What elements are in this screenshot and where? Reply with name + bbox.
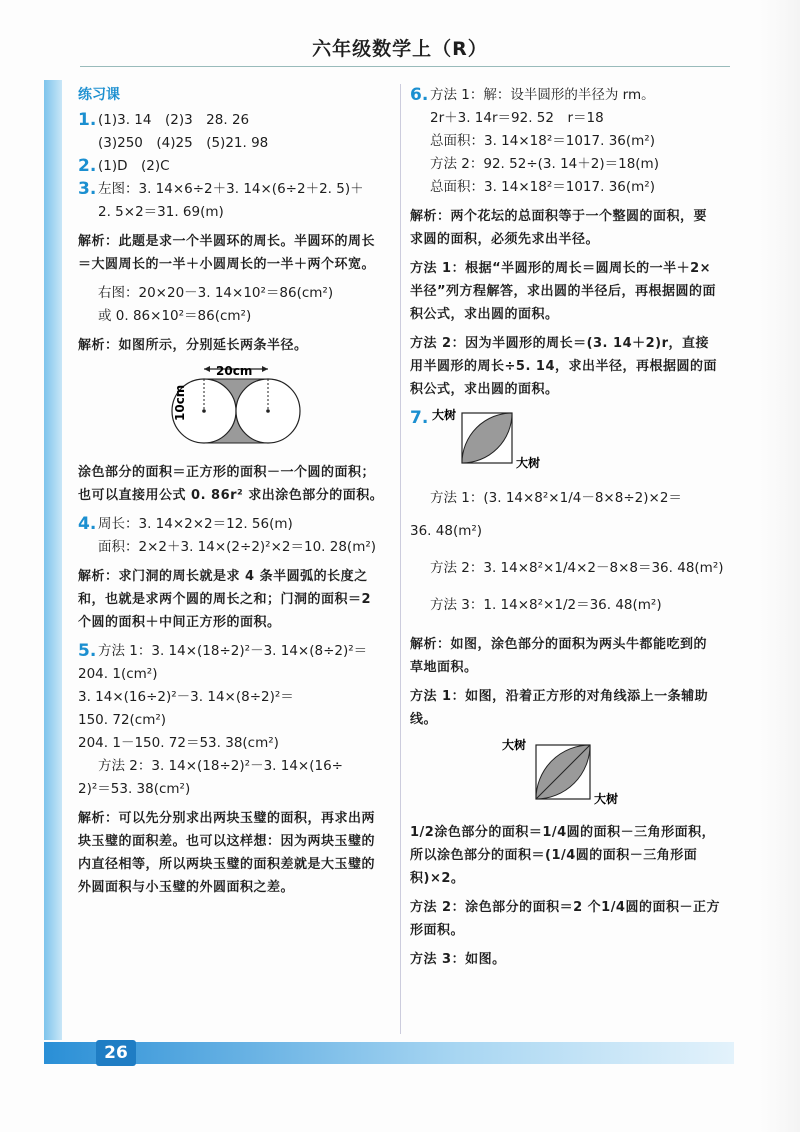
question-1 <box>78 109 388 155</box>
leaf-figure-2 <box>410 737 720 815</box>
analysis-text: 方法 1：如图，沿着正方形的对角线添上一条辅助线。 <box>410 689 709 727</box>
question-number: 2. <box>78 156 97 176</box>
question-6 <box>410 84 720 199</box>
leaf-figure-1 <box>430 407 570 469</box>
analysis-text: 方法 1：根据“半圆形的周长＝圆周长的一半＋2×半径”列方程解答，求出圆的半径后，再根据圆的面积公式，求出圆的面积。 <box>410 261 717 322</box>
answer-line: 204. 1－150. 72＝53. 38(cm²) <box>78 735 279 751</box>
analysis-text: 解析：求门洞的周长就是求 4 条半圆弧的长度之和，也就是求两个圆的周长之和；门洞的面积＝2 个圆的面积＋中间正方形的面积。 <box>78 569 372 630</box>
footer-bar <box>44 1042 734 1064</box>
answer-line: 方法 2：3. 14×8²×1/4×2－8×8＝36. 48(m²) <box>430 560 724 576</box>
page-title: 六年级数学上（R） <box>312 38 488 60</box>
answer-line: 左图：3. 14×6÷2＋3. 14×(6÷2＋2. 5)＋ <box>98 181 364 197</box>
answer-line: (1)D (2)C <box>98 158 170 174</box>
analysis-text: 1/2涂色部分的面积＝1/4圆的面积－三角形面积，所以涂色部分的面积＝(1/4圆的面积－三角形面积)×2。 <box>410 825 716 886</box>
analysis-text: 方法 2：涂色部分的面积＝2 个1/4圆的面积－正方形面积。 <box>410 900 720 938</box>
analysis-text: 解析：可以先分别求出两块玉璧的面积，再求出两块玉璧的面积差。也可以这样想：因为两块玉璧的内直径相等，所以两块玉璧的面积差就是大玉璧的外圆面积与小玉璧的外圆面积之差。 <box>78 811 376 895</box>
answer-line: 右图：20×20－3. 14×10²＝86(cm²) <box>98 285 334 301</box>
answer-line: 方法 2：3. 14×(18÷2)²－3. 14×(16÷ <box>98 758 343 774</box>
answer-line: 方法 2：92. 52÷(3. 14＋2)＝18(m) <box>430 156 659 172</box>
question-number: 6. <box>410 85 429 105</box>
answer-line: 方法 1：3. 14×(18÷2)²－3. 14×(8÷2)²＝ <box>98 643 368 659</box>
left-margin-bar <box>44 80 62 1040</box>
right-column <box>410 84 724 977</box>
analysis-text: 解析：此题是求一个半圆环的周长。半圆环的周长＝大圆周长的一半＋小圆周长的一半＋两个环宽。 <box>78 234 376 272</box>
analysis-text: 方法 3：如图。 <box>410 952 506 967</box>
answer-line: (3)250 (4)25 (5)21. 98 <box>98 135 269 151</box>
page-edge-shadow <box>760 0 800 1132</box>
question-number: 4. <box>78 514 97 534</box>
question-number: 7. <box>410 408 429 428</box>
column-divider <box>400 84 401 1034</box>
answer-line: 150. 72(cm²) <box>78 712 167 728</box>
answer-line: 总面积：3. 14×18²＝1017. 36(m²) <box>430 179 655 195</box>
answer-line: 3. 14×(16÷2)²－3. 14×(8÷2)²＝ <box>78 689 294 705</box>
tree-label: 大树 <box>516 456 541 469</box>
question-4 <box>78 513 388 559</box>
question-number: 1. <box>78 110 97 130</box>
height-label: 10cm <box>173 384 187 421</box>
tree-label: 大树 <box>594 792 619 806</box>
answer-line: 面积：2×2＋3. 14×(2÷2)²×2＝10. 28(m²) <box>98 539 377 555</box>
tree-label: 大树 <box>432 408 457 422</box>
section-title: 练习课 <box>78 87 120 103</box>
question-3 <box>78 178 388 224</box>
answer-line: 总面积：3. 14×18²＝1017. 36(m²) <box>430 133 655 149</box>
answer-line: 36. 48(m²) <box>410 523 483 539</box>
answer-line: 2. 5×2＝31. 69(m) <box>98 204 224 220</box>
analysis-text: 解析：如图，涂色部分的面积为两头牛都能吃到的草地面积。 <box>410 637 708 675</box>
answer-line: 周长：3. 14×2×2＝12. 56(m) <box>98 516 293 532</box>
question-7 <box>410 407 720 477</box>
answer-line: (1)3. 14 (2)3 28. 26 <box>98 112 250 128</box>
question-number: 3. <box>78 179 97 199</box>
header-divider <box>80 66 730 67</box>
width-label: 20cm <box>216 364 253 378</box>
analysis-text: 解析：两个花坛的总面积等于一个整圆的面积，要求圆的面积，必须先求出半径。 <box>410 209 708 247</box>
tree-label: 大树 <box>502 738 527 752</box>
answer-line: 2r＋3. 14r＝92. 52 r＝18 <box>430 110 604 126</box>
answer-line: 或 0. 86×10²＝86(cm²) <box>98 308 252 324</box>
question-5 <box>78 640 388 663</box>
answer-line: 方法 1：解：设半圆形的半径为 rm。 <box>430 87 655 103</box>
answer-line: 方法 1：(3. 14×8²×1/4－8×8÷2)×2＝ <box>430 490 682 506</box>
analysis-text: 方法 2：因为半圆形的周长＝(3. 14＋2)r，直接用半圆形的周长÷5. 14，求出半径，再根据圆的面积公式，求出圆的面积。 <box>410 336 717 397</box>
analysis-text: 解析：如图所示，分别延长两条半径。 <box>78 338 308 353</box>
question-2 <box>78 155 388 178</box>
two-circles-figure <box>78 363 388 455</box>
question-number: 5. <box>78 641 97 661</box>
left-column <box>78 84 388 905</box>
answer-line: 204. 1(cm²) <box>78 666 158 682</box>
answer-line: 方法 3：1. 14×8²×1/2＝36. 48(m²) <box>430 597 662 613</box>
analysis-text: 涂色部分的面积＝正方形的面积－一个圆的面积；也可以直接用公式 0. 86r² 求出涂色部分的面积。 <box>78 465 384 503</box>
answer-line: 2)²＝53. 38(cm²) <box>78 781 191 797</box>
page-number: 26 <box>96 1040 136 1066</box>
